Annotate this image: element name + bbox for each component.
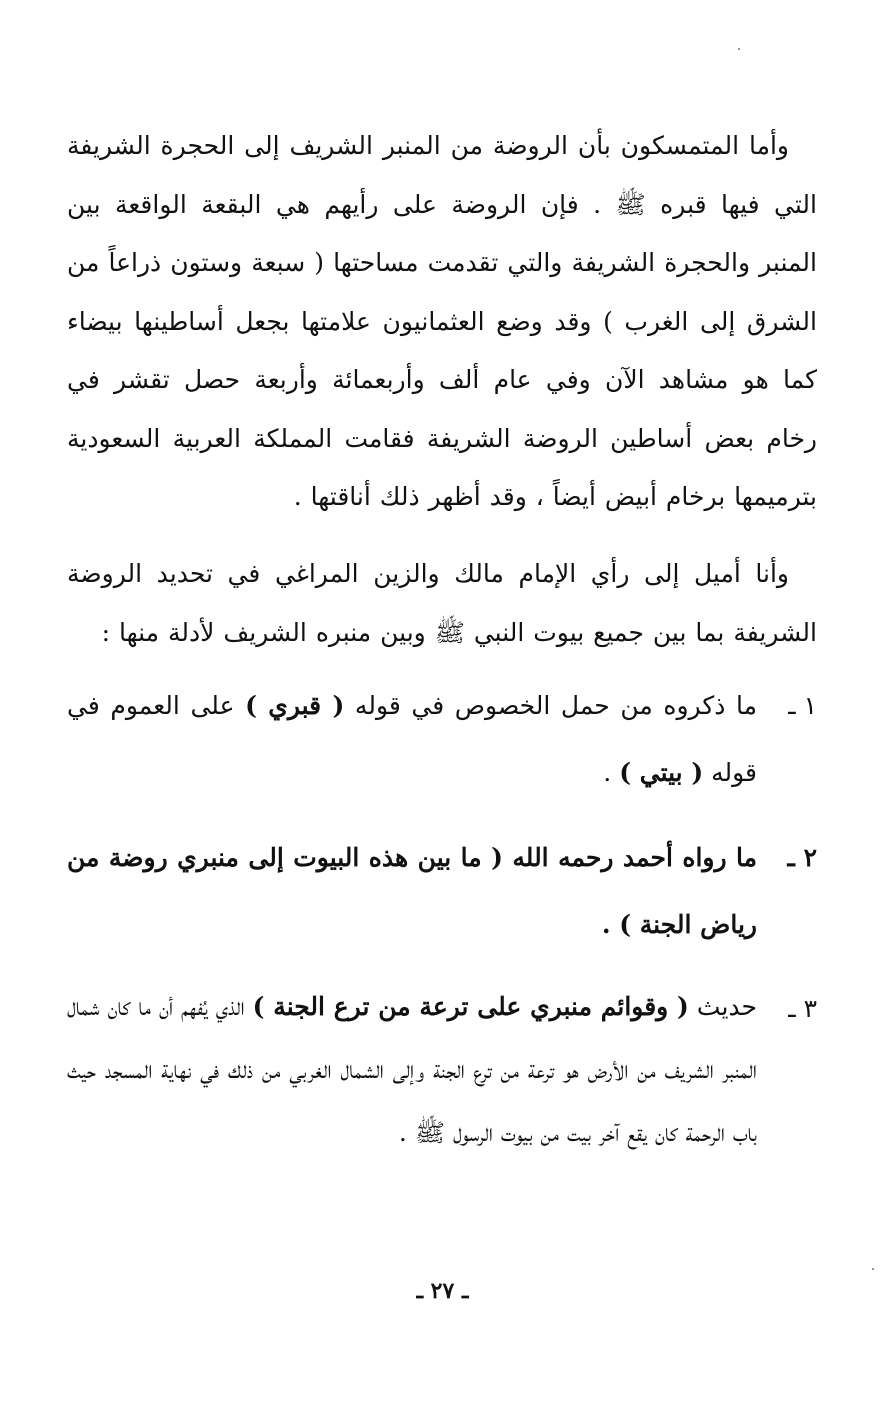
item-text-post: . bbox=[603, 758, 620, 787]
item-text bbox=[67, 672, 757, 806]
paragraph-rawdah-boundaries: وأما المتمسكون بأن الروضة من المنبر الشريف إلى الحجرة الشريفة التي فيها قبره ﷺ . فإن الروضة على رأيهم هي البقعة الواقعة بين المنبر والحجرة الشريفة والتي تقدمت مساحتها ( سبعة وستون ذراعاً من الشرق إلى الغرب ) وقد وضع العثمانيون علامتها بجعل أساطينها بيضاء كما هو مشاهد الآن وفي عام ألف وأربعمائة وأربعة حصل تقشر في رخام بعض أساطين الروضة الشريفة فقامت المملكة العربية السعودية بترميمها برخام أبيض أيضاً ، وقد أظهر ذلك أناقتها . bbox=[67, 131, 817, 511]
item-text-pre: حديث bbox=[688, 992, 757, 1021]
paragraph-author-opinion: وأنا أميل إلى رأي الإمام مالك والزين المراغي في تحديد الروضة الشريفة بما بين جميع بيوت النبي ﷺ وبين منبره الشريف لأدلة منها : bbox=[67, 559, 817, 647]
item-quote: ( قبري ) bbox=[245, 691, 345, 720]
item-quote: ( وقوائم منبري على ترعة من ترع الجنة ) bbox=[252, 992, 689, 1021]
scan-speck bbox=[872, 1268, 874, 1270]
item-text-mid: على العموم في قوله bbox=[67, 691, 757, 787]
item-quote: ( بيتي ) bbox=[619, 758, 704, 787]
evidence-item-1 bbox=[67, 672, 817, 806]
evidence-item-2 bbox=[67, 824, 817, 958]
item-number: ١ ـ bbox=[788, 691, 817, 720]
item-number: ٣ ـ bbox=[788, 994, 817, 1023]
item-text-pre: ما ذكروه من حمل الخصوص في قوله bbox=[344, 691, 757, 720]
page-number: ـ ٢٧ ـ bbox=[416, 1278, 469, 1304]
item-text: ما رواه أحمد رحمه الله ( ما بين هذه البيوت إلى منبري روضة من رياض الجنة ) . bbox=[67, 843, 757, 939]
item-number: ٢ ـ bbox=[787, 843, 817, 872]
scan-speck bbox=[738, 48, 740, 50]
item-text bbox=[67, 975, 757, 1164]
evidence-item-3 bbox=[67, 975, 817, 1164]
item-text-post: الذي يُفهم أن ما كان شمال المنبر الشريف من الأرض هو ترعة من ترع الجنة وإلى الشمال الغربي من ذلك في نهاية المسجد حيث باب الرحمة كان يقع آخر بيت من بيوت الرسول ﷺ . bbox=[67, 992, 757, 1147]
